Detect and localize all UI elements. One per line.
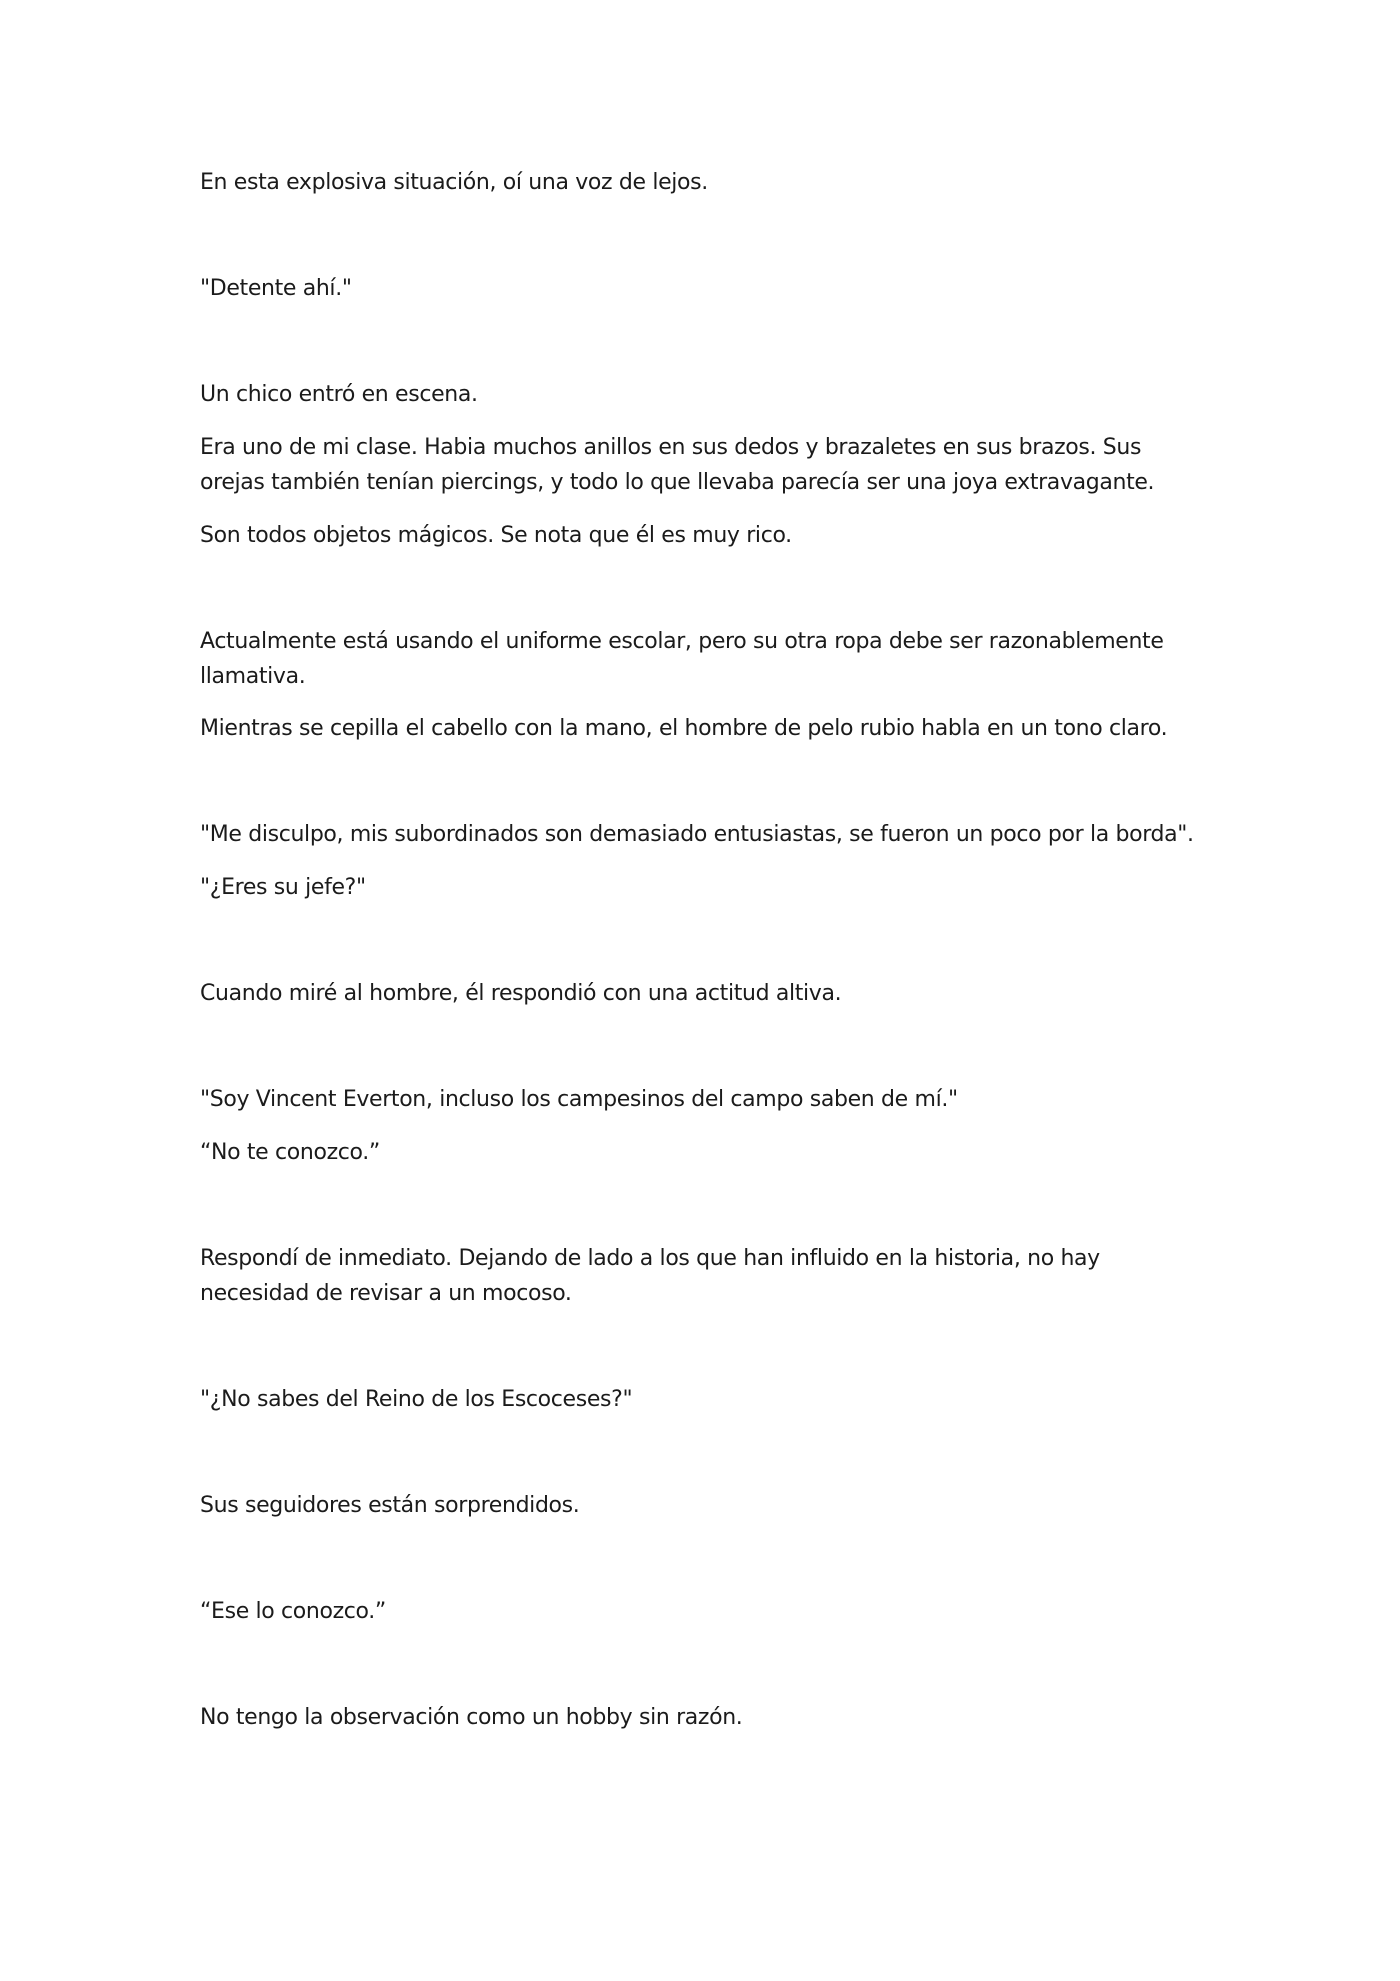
paragraph-text: En esta explosiva situación, oí una voz de lejos.	[200, 170, 708, 195]
paragraph	[200, 870, 1200, 905]
paragraph	[200, 1082, 1200, 1117]
paragraph	[200, 624, 1200, 694]
paragraph	[200, 711, 1200, 746]
paragraph	[200, 1135, 1200, 1170]
paragraph-text: "¿No sabes del Reino de los Escoceses?"	[200, 1387, 633, 1412]
paragraph	[200, 976, 1200, 1011]
paragraph	[200, 1241, 1200, 1311]
paragraph	[200, 430, 1200, 500]
paragraph-text: No tengo la observación como un hobby sin razón.	[200, 1705, 743, 1730]
paragraph	[200, 271, 1200, 306]
paragraph-text: Sus seguidores están sorprendidos.	[200, 1493, 580, 1518]
paragraph	[200, 518, 1200, 553]
paragraph	[200, 377, 1200, 412]
paragraph-text: Mientras se cepilla el cabello con la mano, el hombre de pelo rubio habla en un tono claro.	[200, 716, 1168, 741]
paragraph	[200, 1594, 1200, 1629]
paragraph	[200, 817, 1200, 852]
paragraph-text: Era uno de mi clase. Habia muchos anillos en sus dedos y brazaletes en sus brazos. Sus orejas también tenían piercings, y todo lo que llevaba parecía ser una joya extravagante.	[200, 435, 1155, 495]
paragraph-text: “No te conozco.”	[200, 1140, 380, 1165]
paragraph-text: Cuando miré al hombre, él respondió con una actitud altiva.	[200, 981, 842, 1006]
paragraph-text: "Soy Vincent Everton, incluso los campesinos del campo saben de mí."	[200, 1087, 958, 1112]
paragraph	[200, 1488, 1200, 1523]
paragraph-text: “Ese lo conozco.”	[200, 1599, 386, 1624]
paragraph-text: "Detente ahí."	[200, 276, 352, 301]
paragraph	[200, 165, 1200, 200]
paragraph-text: "Me disculpo, mis subordinados son demasiado entusiastas, se fueron un poco por la borda".	[200, 822, 1194, 847]
paragraph	[200, 1700, 1200, 1735]
paragraph-text: Un chico entró en escena.	[200, 382, 478, 407]
paragraph	[200, 1382, 1200, 1417]
paragraph-text: Respondí de inmediato. Dejando de lado a los que han influido en la historia, no hay necesidad de revisar a un mocoso.	[200, 1246, 1100, 1306]
paragraph-text: Son todos objetos mágicos. Se nota que él es muy rico.	[200, 523, 792, 548]
paragraph-text: "¿Eres su jefe?"	[200, 875, 366, 900]
paragraph-text: Actualmente está usando el uniforme escolar, pero su otra ropa debe ser razonablemente llamativa.	[200, 629, 1164, 689]
